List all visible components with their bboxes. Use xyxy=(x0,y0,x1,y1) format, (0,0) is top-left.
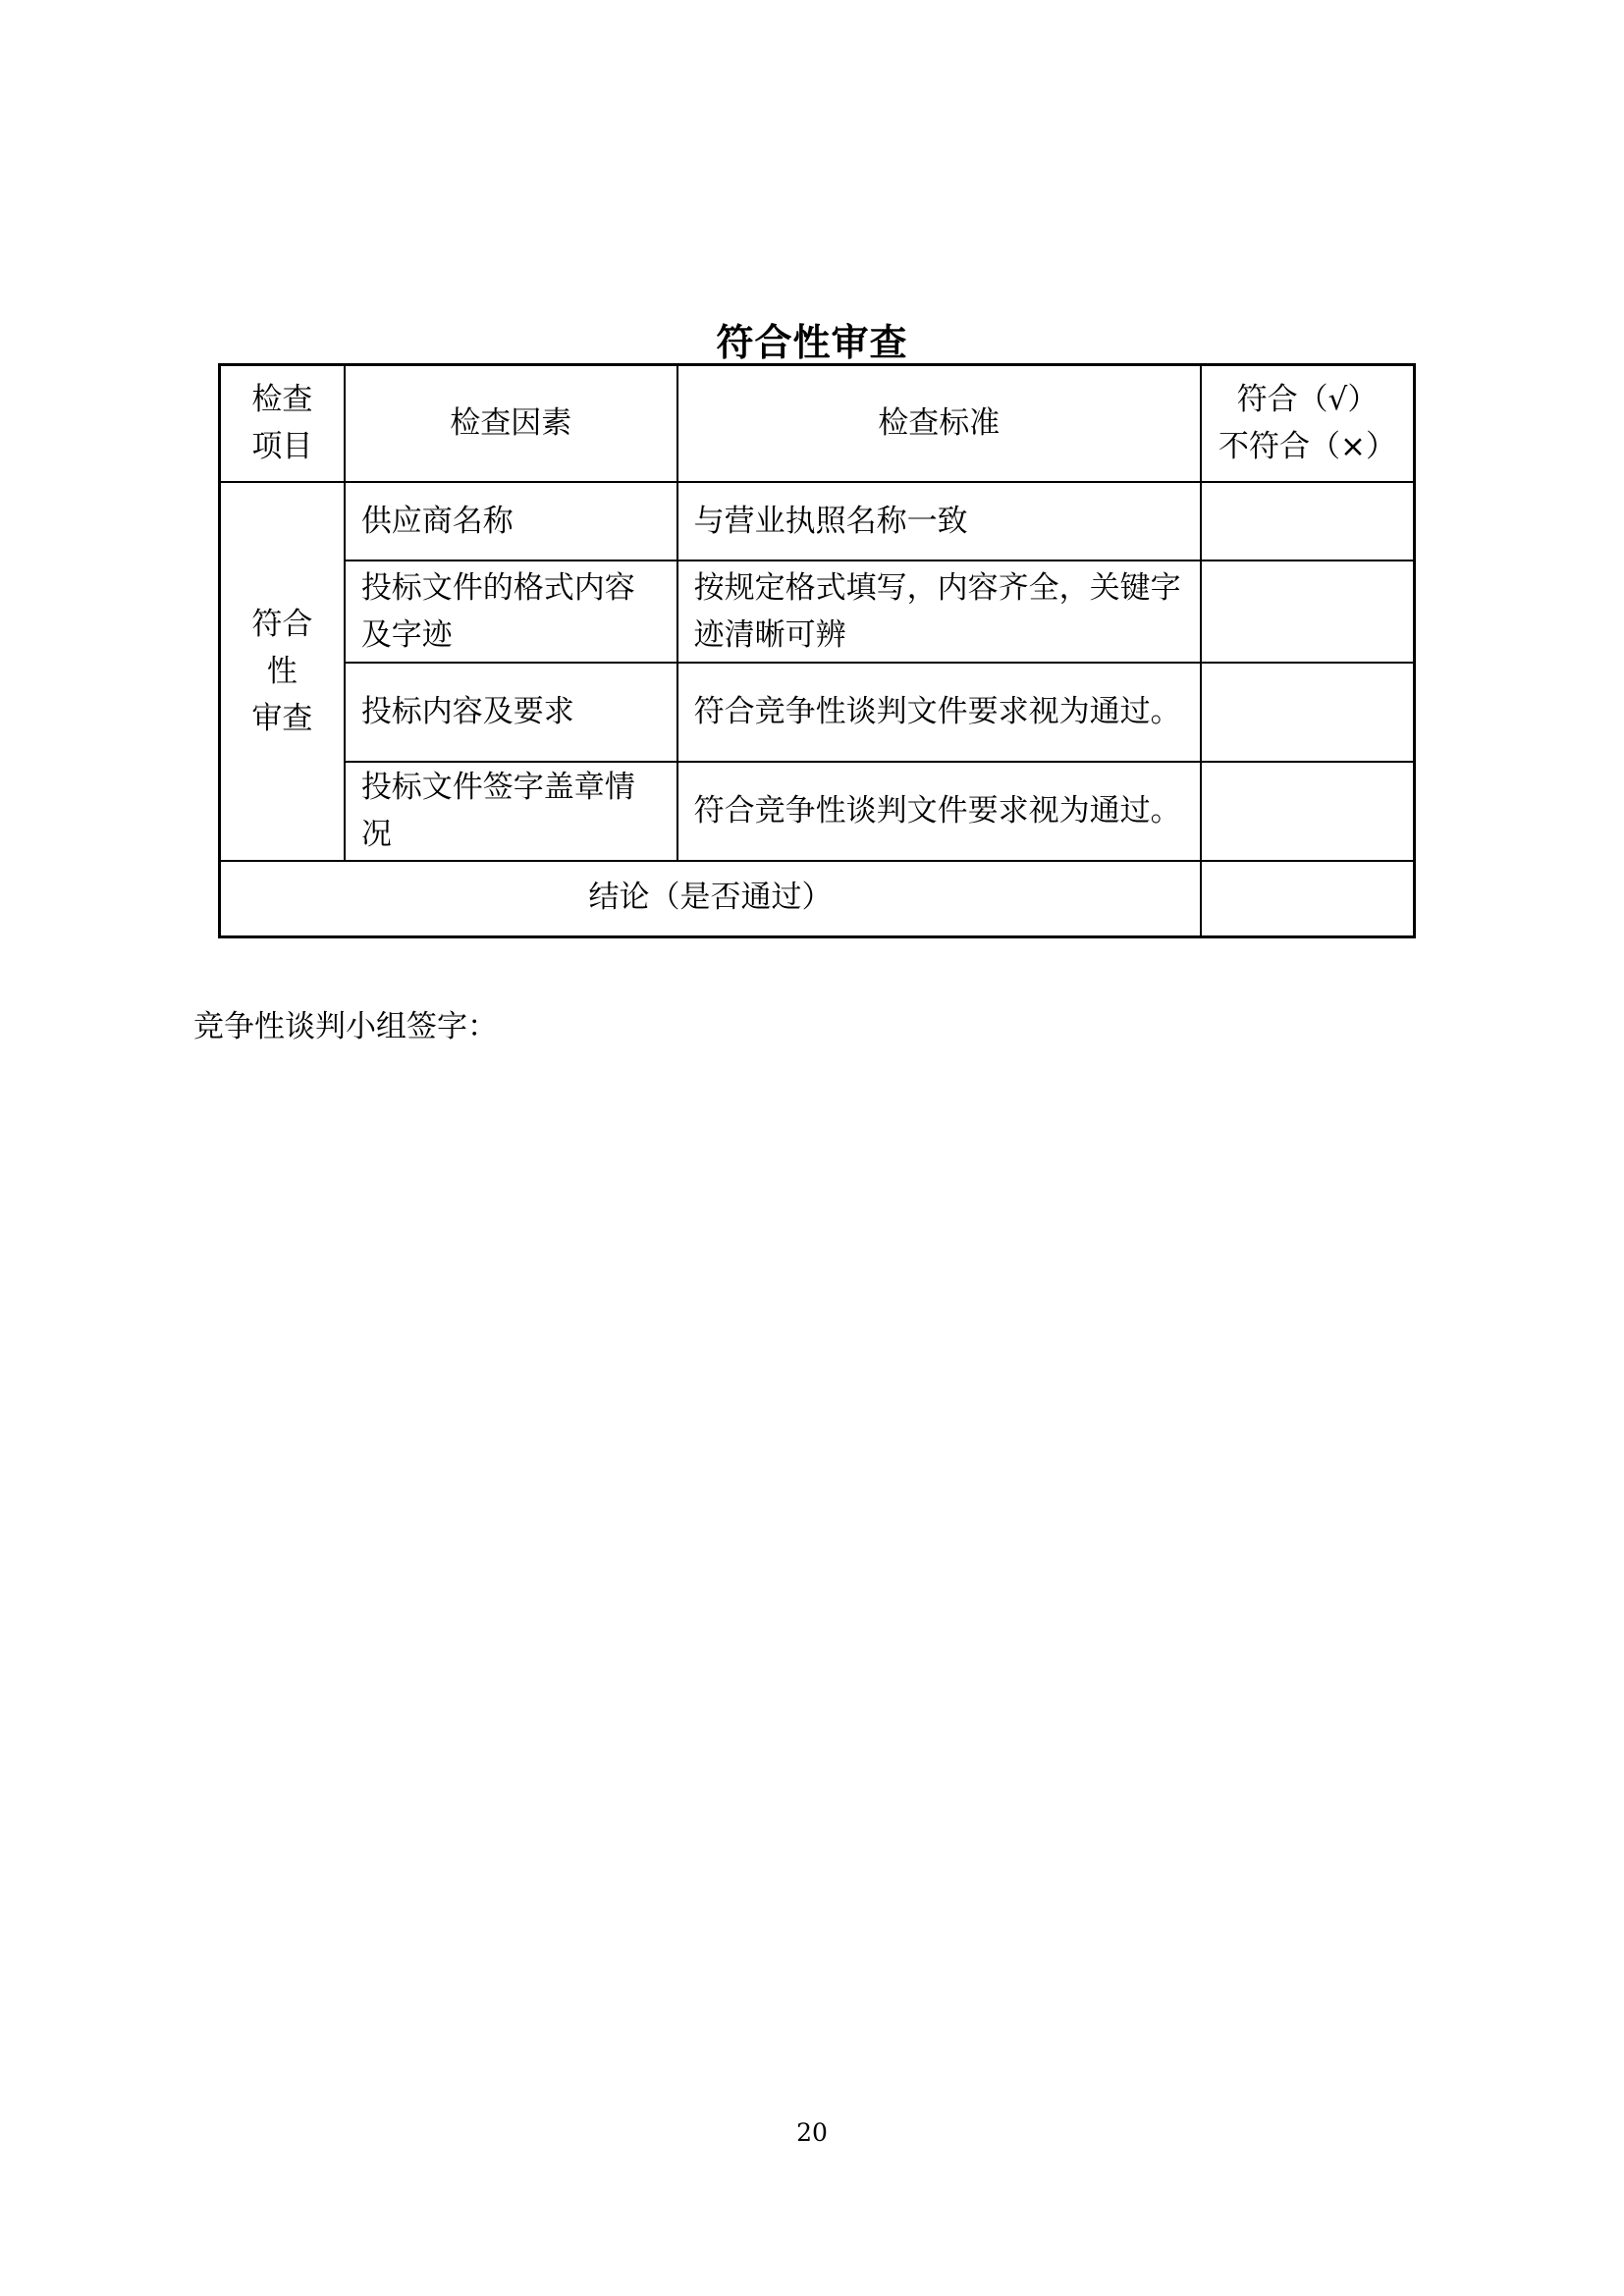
factor-cell: 投标文件签字盖章情况 xyxy=(345,762,677,861)
conclusion-label: 结论（是否通过） xyxy=(220,861,1201,937)
page-title: 符合性审查 xyxy=(716,321,908,364)
table-row xyxy=(220,762,1415,861)
conclusion-row xyxy=(220,861,1415,937)
table-header-row xyxy=(220,365,1415,482)
conformity-review-table xyxy=(218,363,1416,938)
standard-cell: 按规定格式填写，内容齐全，关键字迹清晰可辨 xyxy=(677,561,1201,663)
standard-cell: 符合竞争性谈判文件要求视为通过。 xyxy=(677,762,1201,861)
header-standard: 检查标准 xyxy=(677,365,1201,482)
result-cell[interactable] xyxy=(1201,663,1415,762)
group-label: 符合 性 审查 xyxy=(220,482,345,861)
result-cell[interactable] xyxy=(1201,561,1415,663)
table-row xyxy=(220,482,1415,561)
header-result: 符合（√） 不符合（×） xyxy=(1201,365,1415,482)
header-item: 检查 项目 xyxy=(220,365,345,482)
table-row xyxy=(220,561,1415,663)
factor-cell: 供应商名称 xyxy=(345,482,677,561)
factor-cell: 投标内容及要求 xyxy=(345,663,677,762)
panel-signature-label: 竞争性谈判小组签字： xyxy=(193,1009,498,1044)
result-cell[interactable] xyxy=(1201,482,1415,561)
factor-cell: 投标文件的格式内容及字迹 xyxy=(345,561,677,663)
header-factor: 检查因素 xyxy=(345,365,677,482)
page-number: 20 xyxy=(796,2118,828,2147)
conclusion-result-cell[interactable] xyxy=(1201,861,1415,937)
result-cell[interactable] xyxy=(1201,762,1415,861)
standard-cell: 与营业执照名称一致 xyxy=(677,482,1201,561)
standard-cell: 符合竞争性谈判文件要求视为通过。 xyxy=(677,663,1201,762)
table-row xyxy=(220,663,1415,762)
